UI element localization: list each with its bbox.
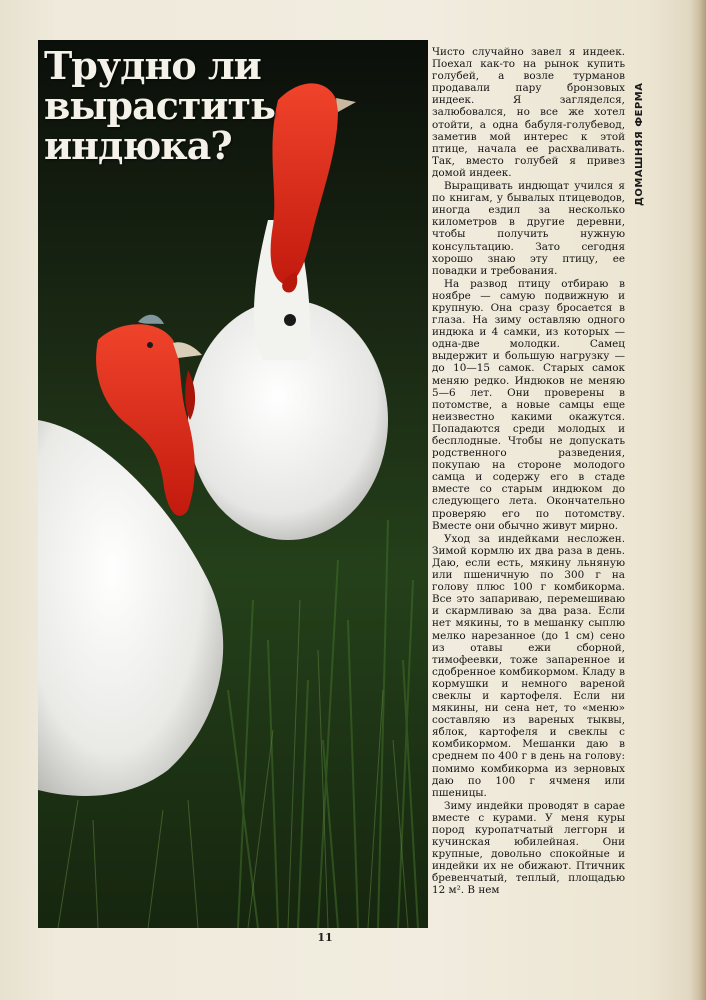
paragraph: На развод птицу отбираю в ноябре — самую подвижную и крупную. Она сразу бросается в глаза. На зиму оставляю одного индюка и 4 самки, из которых — одна-две молодки. Самец выдержит и большую нагрузку — до 10—15 самок. Старых самок меняю редко. Индюков не меняю 5—6 лет. Они проверены в потомстве, а новые самцы еще неизвестно какими окажутся. Попадаются среди молодых и бесплодные. Чтобы не допускать родственного разведения, покупаю на стороне молодого самца и содержу его в стаде вместе со старым индюком до следующего лета. Окончательно проверяю его по потомству. Вместе они обычно живут мирно. <box>432 277 625 532</box>
section-label: ДОМАШНЯЯ ФЕРМА <box>634 82 645 206</box>
paragraph: Уход за индейками несложен. Зимой кормлю их два раза в день. Даю, если есть, мякину льняную или пшеничную по 300 г на голову плюс 100 г комбикорма. Все это запариваю, перемешиваю и скармливаю за два раза. Если нет мякины, то в мешанку сыплю мелко нарезанное (до 1 см) сено из отавы ежи сборной, тимофеевки, тоже запаренное и сдобренное комбикормом. Кладу в кормушки и немного вареной свеклы и картофеля. Если ни мякины, ни сена нет, то «меню» составляю из вареных тыквы, яблок, картофеля и свеклы с комбикормом. Мешанки даю в среднем по 400 г в день на голову: помимо комбикорма из зерновых даю по 100 г ячменя или пшеницы. <box>432 532 625 799</box>
article-title: Трудно ли вырастить индюка? <box>44 43 275 168</box>
paragraph: Выращивать индющат учился я по книгам, у бывалых птицеводов, иногда ездил за несколько километров в другие деревни, чтобы получить нужную консультацию. Зато сегодня хорошо знаю эту птицу, ее повадки и требования. <box>432 180 625 277</box>
article-body <box>432 46 625 898</box>
turkeys-photo <box>38 40 428 928</box>
paragraph: Чисто случайно завел я индеек. Поехал как-то на рынок купить голубей, а возле турманов продавали пару бронзовых индеек. Я загляделся, залюбовался, но все же хотел отойти, а одна бабуля-голубевод, заметив мой интерес к этой птице, начала ее расхваливать. Так, вместо голубей я привез домой индеек. <box>432 46 625 179</box>
page-edge <box>690 0 706 1000</box>
turkeys-illustration <box>38 40 428 928</box>
paragraph: Зиму индейки проводят в сарае вместе с курами. У меня куры пород куропатчатый леггорн и кучинская юбилейная. Они крупные, довольно спокойные и индейки их не обижают. Птичник бревенчатый, теплый, площадью 12 м². В нем <box>432 799 625 897</box>
page-number: 11 <box>317 931 333 944</box>
